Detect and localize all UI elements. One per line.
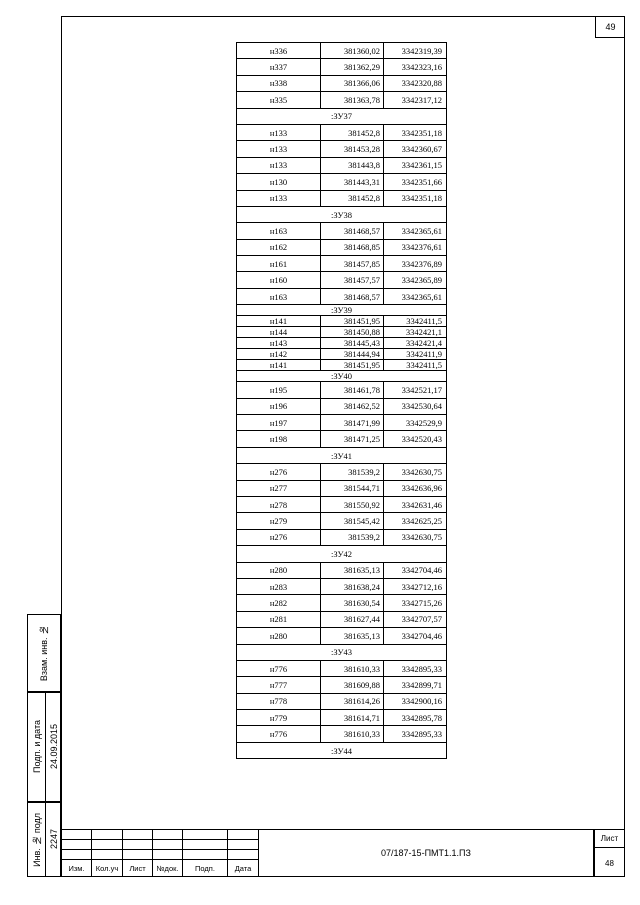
x-coord-cell: 381627,44 xyxy=(321,611,384,627)
sheet-number: 48 xyxy=(605,858,614,868)
y-coord-cell: 3342704,46 xyxy=(384,628,447,644)
x-coord-cell: 381452,8 xyxy=(321,190,384,206)
y-coord-cell: 3342376,89 xyxy=(384,256,447,272)
table-row xyxy=(237,256,447,272)
x-coord-cell: 381635,13 xyxy=(321,628,384,644)
point-name-cell: н130 xyxy=(237,174,321,190)
point-name-cell: н161 xyxy=(237,256,321,272)
section-label: :ЗУ37 xyxy=(237,108,447,124)
y-coord-cell: 3342715,26 xyxy=(384,595,447,611)
table-row xyxy=(237,327,447,338)
table-row xyxy=(237,628,447,644)
y-coord-cell: 3342712,16 xyxy=(384,578,447,594)
y-coord-cell: 3342351,18 xyxy=(384,124,447,140)
section-label: :ЗУ41 xyxy=(237,447,447,463)
section-row xyxy=(237,644,447,660)
x-coord-cell: 381450,88 xyxy=(321,327,384,338)
point-name-cell: н281 xyxy=(237,611,321,627)
coordinates-table xyxy=(236,42,447,759)
y-coord-cell: 3342323,16 xyxy=(384,59,447,75)
table-row xyxy=(237,693,447,709)
x-coord-cell: 381468,57 xyxy=(321,223,384,239)
point-name-cell: н133 xyxy=(237,190,321,206)
point-name-cell: н195 xyxy=(237,382,321,398)
table-row xyxy=(237,513,447,529)
table-row xyxy=(237,338,447,349)
x-coord-cell: 381638,24 xyxy=(321,578,384,594)
table-row xyxy=(237,611,447,627)
y-coord-cell: 3342530,64 xyxy=(384,398,447,414)
y-coord-cell: 3342895,33 xyxy=(384,726,447,742)
point-name-cell: н144 xyxy=(237,327,321,338)
y-coord-cell: 3342625,25 xyxy=(384,513,447,529)
x-coord-cell: 381443,8 xyxy=(321,157,384,173)
y-coord-cell: 3342636,96 xyxy=(384,480,447,496)
sheet-label: Лист xyxy=(595,830,624,848)
x-coord-cell: 381468,57 xyxy=(321,288,384,304)
binding-strip xyxy=(27,614,61,877)
table-row xyxy=(237,726,447,742)
page-top-number: 49 xyxy=(595,16,625,38)
point-name-cell: н777 xyxy=(237,677,321,693)
table-row xyxy=(237,677,447,693)
x-coord-cell: 381452,8 xyxy=(321,124,384,140)
table-row xyxy=(237,272,447,288)
table-row xyxy=(237,710,447,726)
y-coord-cell: 3342630,75 xyxy=(384,529,447,545)
podp-date: 24.09.2015 xyxy=(48,724,59,770)
table-row xyxy=(237,190,447,206)
y-coord-cell: 3342376,61 xyxy=(384,239,447,255)
section-row xyxy=(237,546,447,562)
point-name-cell: н338 xyxy=(237,75,321,91)
x-coord-cell: 381360,02 xyxy=(321,43,384,59)
point-name-cell: н279 xyxy=(237,513,321,529)
section-label: :ЗУ42 xyxy=(237,546,447,562)
point-name-cell: н277 xyxy=(237,480,321,496)
y-coord-cell: 3342521,17 xyxy=(384,382,447,398)
table-row xyxy=(237,415,447,431)
point-name-cell: н197 xyxy=(237,415,321,431)
podp-cell xyxy=(27,692,61,802)
point-name-cell: н283 xyxy=(237,578,321,594)
x-coord-cell: 381550,92 xyxy=(321,496,384,512)
x-coord-cell: 381630,54 xyxy=(321,595,384,611)
inv-label: Инв. № подл xyxy=(31,812,42,867)
x-coord-cell: 381610,33 xyxy=(321,726,384,742)
table-row xyxy=(237,562,447,578)
x-coord-cell: 381453,28 xyxy=(321,141,384,157)
table-row xyxy=(237,141,447,157)
section-label: :ЗУ43 xyxy=(237,644,447,660)
point-name-cell: н280 xyxy=(237,562,321,578)
point-name-cell: н141 xyxy=(237,316,321,327)
section-label: :ЗУ39 xyxy=(237,305,447,316)
table-row xyxy=(237,43,447,59)
table-row xyxy=(237,398,447,414)
y-coord-cell: 3342361,15 xyxy=(384,157,447,173)
point-name-cell: н133 xyxy=(237,124,321,140)
point-name-cell: н142 xyxy=(237,349,321,360)
x-coord-cell: 381614,26 xyxy=(321,693,384,709)
col-list: Лист xyxy=(123,860,153,877)
x-coord-cell: 381468,85 xyxy=(321,239,384,255)
y-coord-cell: 3342317,12 xyxy=(384,92,447,108)
table-row xyxy=(237,480,447,496)
y-coord-cell: 3342895,33 xyxy=(384,660,447,676)
point-name-cell: н163 xyxy=(237,223,321,239)
table-row xyxy=(237,496,447,512)
x-coord-cell: 381609,88 xyxy=(321,677,384,693)
x-coord-cell: 381451,95 xyxy=(321,360,384,371)
x-coord-cell: 381614,71 xyxy=(321,710,384,726)
point-name-cell: н776 xyxy=(237,726,321,742)
point-name-cell: н336 xyxy=(237,43,321,59)
point-name-cell: н278 xyxy=(237,496,321,512)
table-row xyxy=(237,124,447,140)
section-label: :ЗУ44 xyxy=(237,742,447,758)
point-name-cell: н162 xyxy=(237,239,321,255)
vzam-cell xyxy=(27,614,61,692)
table-row xyxy=(237,174,447,190)
point-name-cell: н335 xyxy=(237,92,321,108)
y-coord-cell: 3342411,5 xyxy=(384,360,447,371)
table-row xyxy=(237,529,447,545)
section-label: :ЗУ38 xyxy=(237,206,447,222)
y-coord-cell: 3342421,1 xyxy=(384,327,447,338)
section-row xyxy=(237,305,447,316)
table-row xyxy=(237,431,447,447)
x-coord-cell: 381610,33 xyxy=(321,660,384,676)
section-row xyxy=(237,206,447,222)
x-coord-cell: 381471,25 xyxy=(321,431,384,447)
y-coord-cell: 3342365,61 xyxy=(384,288,447,304)
table-row xyxy=(237,360,447,371)
table-row xyxy=(237,288,447,304)
section-row xyxy=(237,108,447,124)
y-coord-cell: 3342365,89 xyxy=(384,272,447,288)
x-coord-cell: 381462,52 xyxy=(321,398,384,414)
point-name-cell: н143 xyxy=(237,338,321,349)
table-row xyxy=(237,75,447,91)
y-coord-cell: 3342529,9 xyxy=(384,415,447,431)
table-row xyxy=(237,464,447,480)
x-coord-cell: 381471,99 xyxy=(321,415,384,431)
point-name-cell: н280 xyxy=(237,628,321,644)
y-coord-cell: 3342360,67 xyxy=(384,141,447,157)
x-coord-cell: 381461,78 xyxy=(321,382,384,398)
section-row xyxy=(237,742,447,758)
y-coord-cell: 3342411,5 xyxy=(384,316,447,327)
x-coord-cell: 381443,31 xyxy=(321,174,384,190)
inv-cell xyxy=(27,802,61,877)
sheet-box xyxy=(594,829,625,877)
point-name-cell: н160 xyxy=(237,272,321,288)
point-name-cell: н198 xyxy=(237,431,321,447)
col-podp: Подп. xyxy=(183,860,228,877)
point-name-cell: н196 xyxy=(237,398,321,414)
table-row xyxy=(237,316,447,327)
y-coord-cell: 3342631,46 xyxy=(384,496,447,512)
y-coord-cell: 3342900,16 xyxy=(384,693,447,709)
point-name-cell: н133 xyxy=(237,157,321,173)
x-coord-cell: 381457,85 xyxy=(321,256,384,272)
table-row xyxy=(237,349,447,360)
point-name-cell: н778 xyxy=(237,693,321,709)
y-coord-cell: 3342319,39 xyxy=(384,43,447,59)
section-row xyxy=(237,447,447,463)
x-coord-cell: 381539,2 xyxy=(321,529,384,545)
y-coord-cell: 3342421,4 xyxy=(384,338,447,349)
point-name-cell: н282 xyxy=(237,595,321,611)
x-coord-cell: 381451,95 xyxy=(321,316,384,327)
podp-label: Подп. и дата xyxy=(31,720,42,774)
y-coord-cell: 3342365,61 xyxy=(384,223,447,239)
vzam-label: Взам. инв. № xyxy=(39,624,49,682)
y-coord-cell: 3342707,57 xyxy=(384,611,447,627)
section-label: :ЗУ40 xyxy=(237,371,447,382)
inv-number: 2247 xyxy=(48,829,59,850)
table-row xyxy=(237,239,447,255)
revision-grid xyxy=(61,829,259,877)
point-name-cell: н337 xyxy=(237,59,321,75)
y-coord-cell: 3342351,66 xyxy=(384,174,447,190)
x-coord-cell: 381362,29 xyxy=(321,59,384,75)
y-coord-cell: 3342630,75 xyxy=(384,464,447,480)
document-code: 07/187-15-ПМТ1.1.ПЗ xyxy=(258,829,594,877)
x-coord-cell: 381457,57 xyxy=(321,272,384,288)
col-ndok: №док. xyxy=(153,860,183,877)
table-row xyxy=(237,382,447,398)
point-name-cell: н776 xyxy=(237,660,321,676)
y-coord-cell: 3342899,71 xyxy=(384,677,447,693)
col-data: Дата xyxy=(228,860,259,877)
point-name-cell: н141 xyxy=(237,360,321,371)
y-coord-cell: 3342520,43 xyxy=(384,431,447,447)
x-coord-cell: 381635,13 xyxy=(321,562,384,578)
title-block xyxy=(61,829,625,877)
table-row xyxy=(237,59,447,75)
x-coord-cell: 381363,78 xyxy=(321,92,384,108)
x-coord-cell: 381544,71 xyxy=(321,480,384,496)
x-coord-cell: 381445,43 xyxy=(321,338,384,349)
col-kol-uch: Кол.уч xyxy=(92,860,123,877)
table-row xyxy=(237,595,447,611)
point-name-cell: н163 xyxy=(237,288,321,304)
section-row xyxy=(237,371,447,382)
x-coord-cell: 381539,2 xyxy=(321,464,384,480)
point-name-cell: н276 xyxy=(237,464,321,480)
table-row xyxy=(237,578,447,594)
table-row xyxy=(237,223,447,239)
y-coord-cell: 3342704,46 xyxy=(384,562,447,578)
y-coord-cell: 3342351,18 xyxy=(384,190,447,206)
point-name-cell: н276 xyxy=(237,529,321,545)
point-name-cell: н133 xyxy=(237,141,321,157)
point-name-cell: н779 xyxy=(237,710,321,726)
x-coord-cell: 381366,06 xyxy=(321,75,384,91)
y-coord-cell: 3342895,78 xyxy=(384,710,447,726)
y-coord-cell: 3342411,9 xyxy=(384,349,447,360)
table-row xyxy=(237,157,447,173)
y-coord-cell: 3342320,88 xyxy=(384,75,447,91)
x-coord-cell: 381545,42 xyxy=(321,513,384,529)
table-row xyxy=(237,92,447,108)
col-izm: Изм. xyxy=(62,860,92,877)
x-coord-cell: 381444,94 xyxy=(321,349,384,360)
table-row xyxy=(237,660,447,676)
